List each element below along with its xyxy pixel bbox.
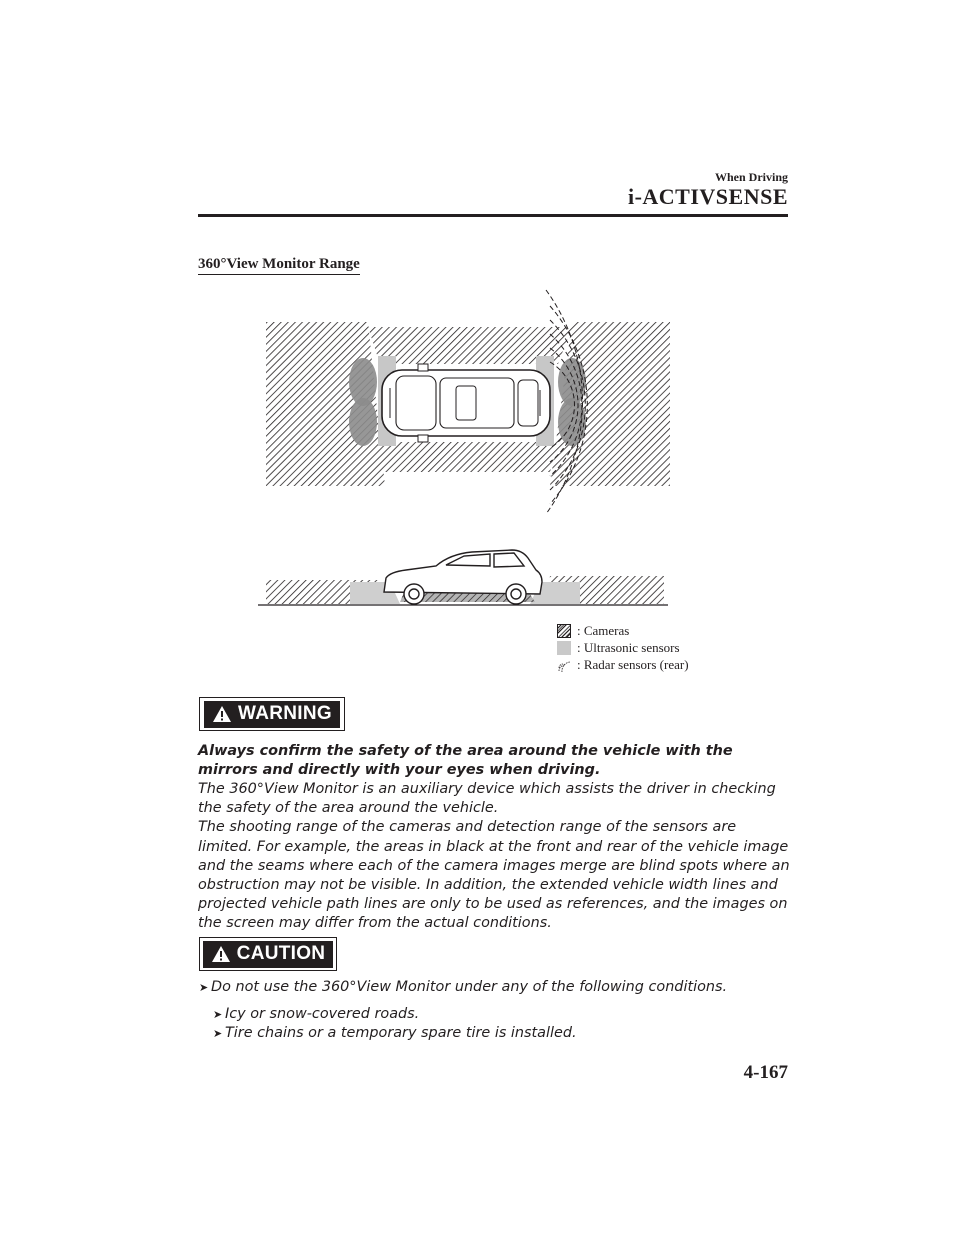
warning-body-text: The 360°View Monitor is an auxiliary device which assists the driver in checking the safety of the area around the vehicle. The shooting range of the cameras and detection range of the sensors are limited. For example, the areas in black at the front and rear of the vehicle image and the seams where each of the camera images merge are blind spots where an obstruction may not be visible. In addition, the extended vehicle width lines and projected vehicle path lines are only to be used as references, and the images on the screen may differ from the actual conditions. xyxy=(198,781,790,932)
page-number: 4-167 xyxy=(743,1062,788,1083)
caution-sub-item: Tire chains or a temporary spare tire is installed. xyxy=(225,1025,577,1041)
ultrasonic-zone xyxy=(349,398,377,446)
top-view xyxy=(266,290,670,514)
figure-legend xyxy=(557,622,689,673)
monitor-range-diagram xyxy=(250,282,690,622)
legend-item-cameras xyxy=(557,622,689,639)
warning-label: WARNING xyxy=(238,703,332,724)
chapter-label: When Driving xyxy=(714,170,788,184)
legend-item-ultrasonic xyxy=(557,639,689,656)
legend-label: : Cameras xyxy=(577,623,630,638)
caution-badge xyxy=(199,937,337,971)
caution-sub-item: Icy or snow-covered roads. xyxy=(225,1006,420,1022)
page-title: 360°View Monitor Range xyxy=(198,256,360,275)
header-rule xyxy=(198,214,788,217)
warning-triangle-icon xyxy=(211,945,231,963)
camera-zone-bottom xyxy=(375,442,558,472)
arrow-bullet-icon: ➤ xyxy=(213,1027,223,1040)
warning-triangle-icon xyxy=(212,705,232,723)
list-item xyxy=(213,1006,419,1022)
warning-bold-text: Always confirm the safety of the area around the vehicle with the mirrors and directly with your eyes when driving. xyxy=(198,743,733,779)
warning-badge xyxy=(199,697,345,731)
arrow-bullet-icon: ➤ xyxy=(213,1008,223,1021)
gray-swatch-icon xyxy=(557,641,571,655)
section-header-title: i-ACTIVSENSE xyxy=(627,184,788,209)
caution-main-item: Do not use the 360°View Monitor under any of the following conditions. xyxy=(211,979,728,995)
hatch-swatch-icon xyxy=(557,624,571,638)
arrow-bullet-icon: ➤ xyxy=(199,981,209,994)
legend-label: : Radar sensors (rear) xyxy=(577,657,689,672)
legend-item-radar xyxy=(557,656,689,673)
list-item xyxy=(213,1025,577,1041)
legend-label: : Ultrasonic sensors xyxy=(577,640,680,655)
side-view xyxy=(258,550,668,605)
car-top-view xyxy=(382,364,550,442)
radar-arcs-icon xyxy=(557,658,571,672)
caution-label: CAUTION xyxy=(236,943,326,964)
list-item xyxy=(199,979,727,995)
